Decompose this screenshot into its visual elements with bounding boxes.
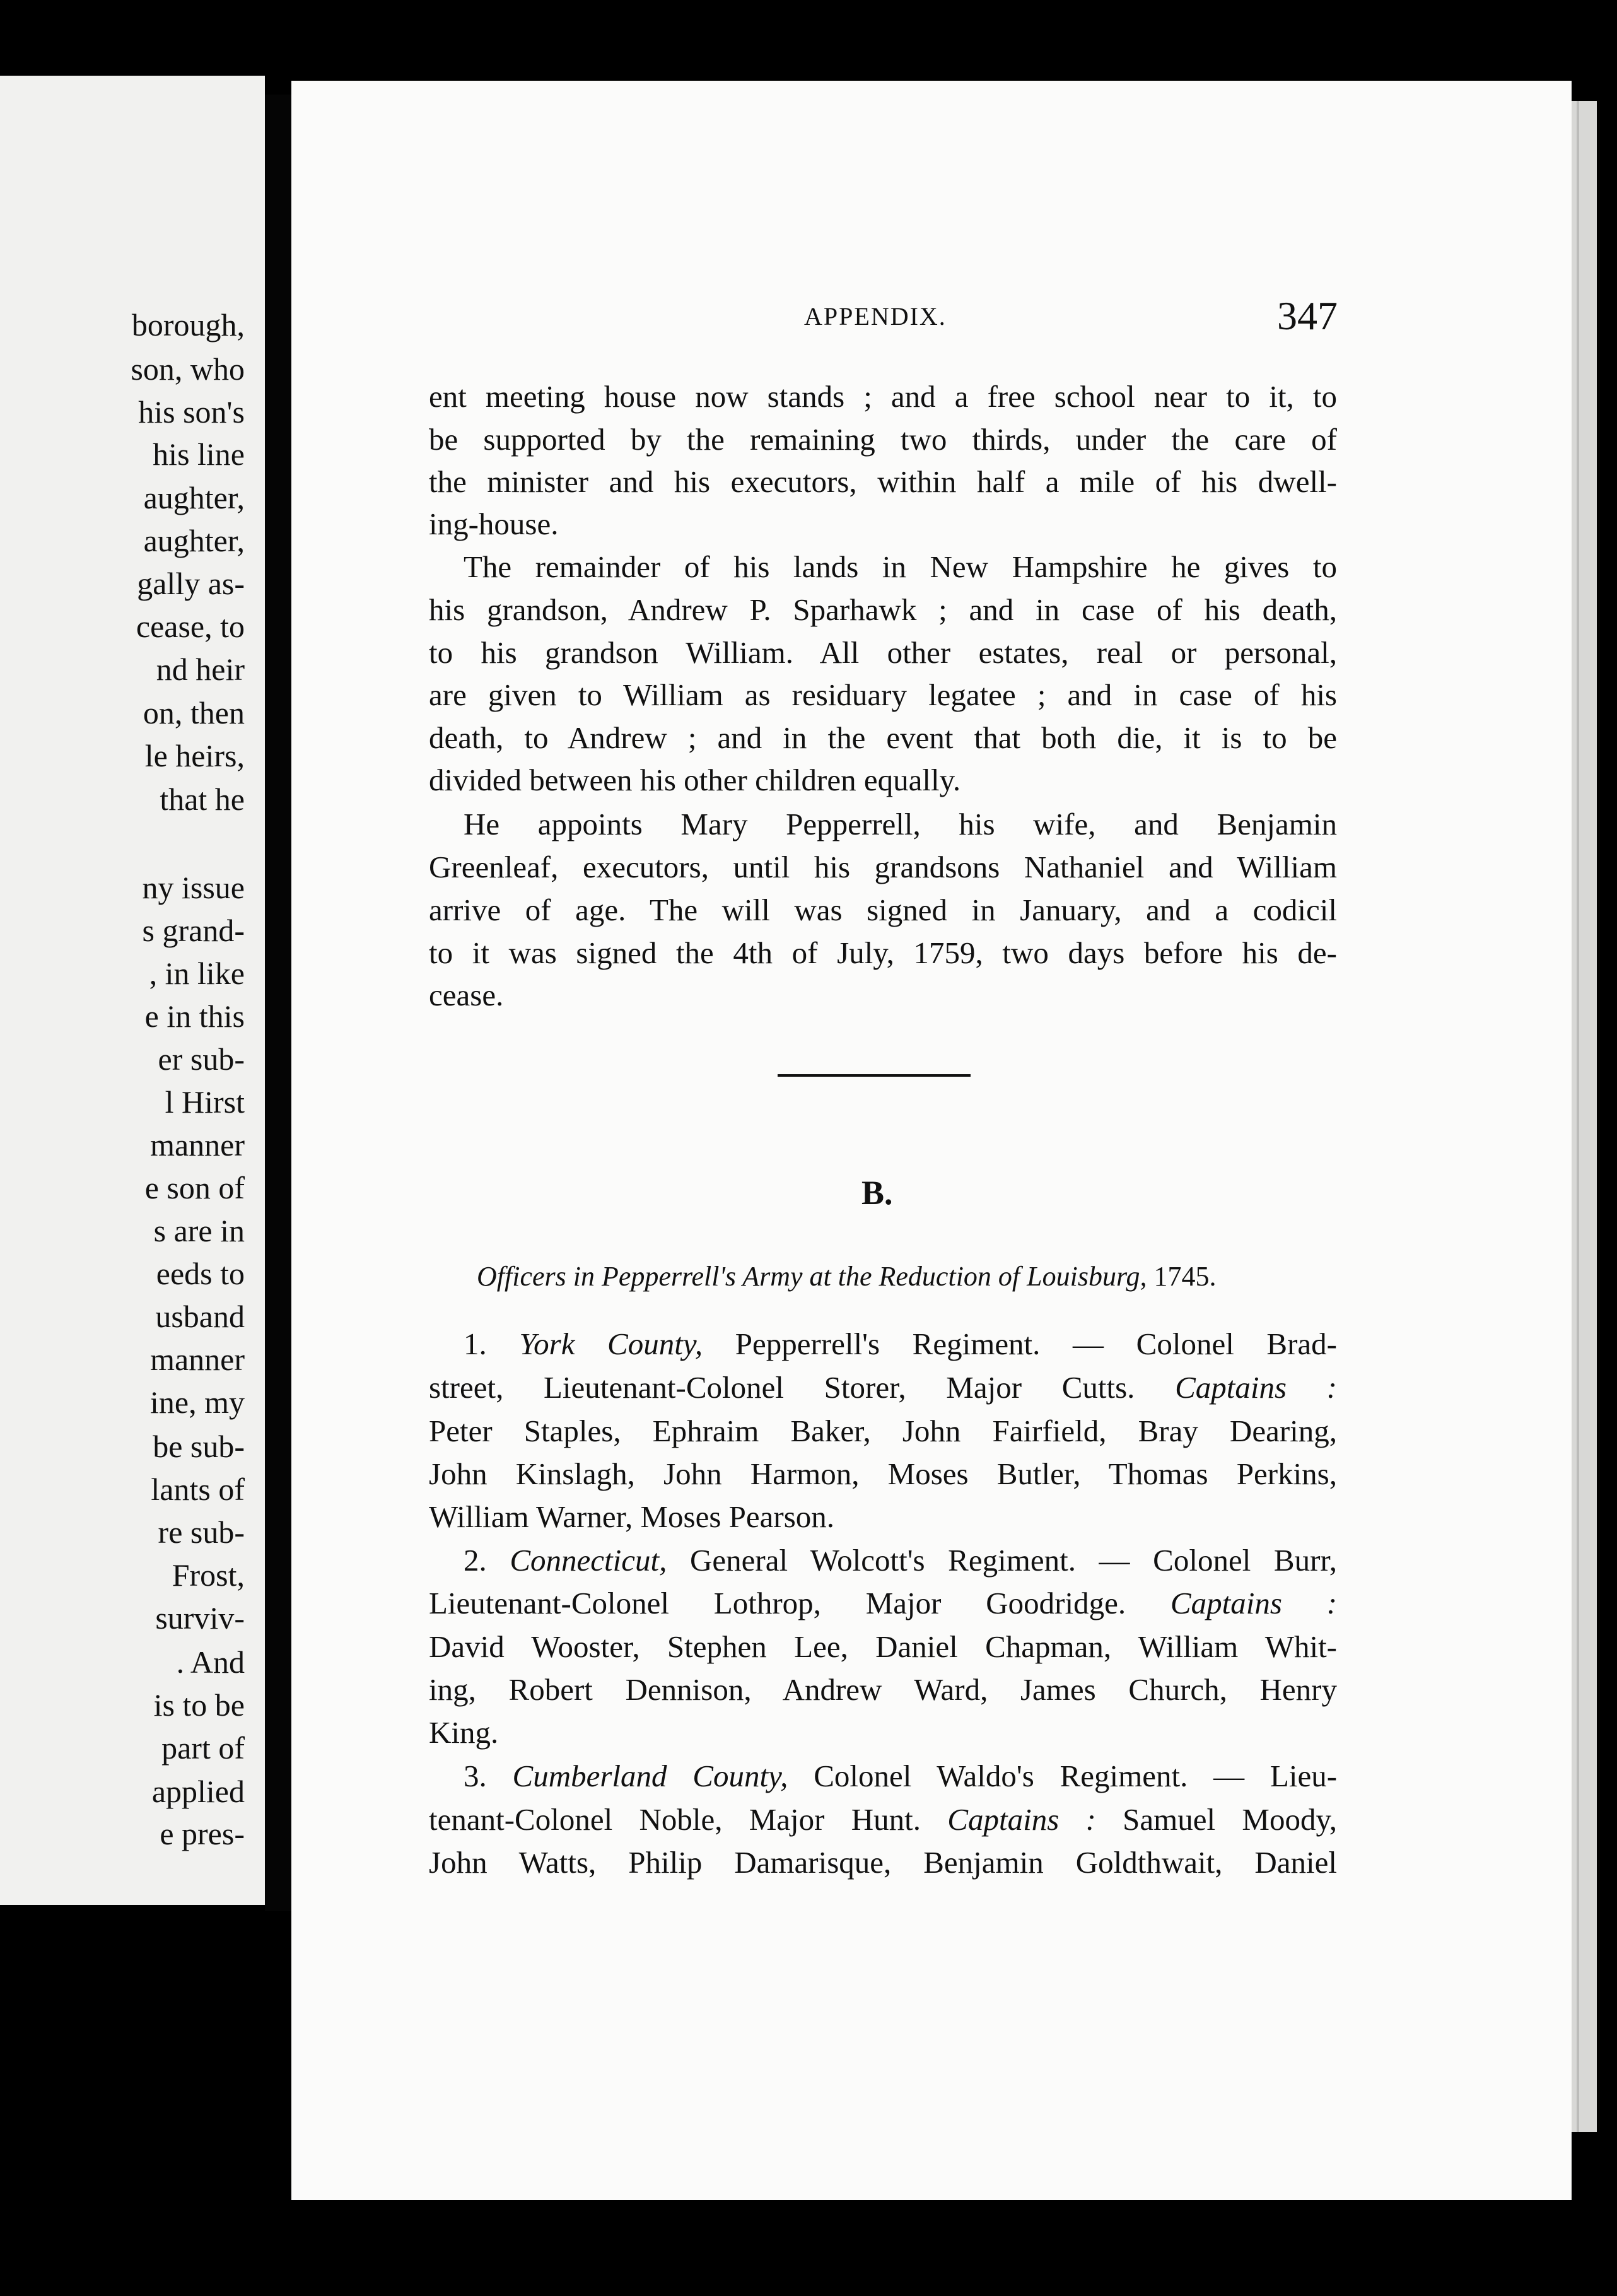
facing-page-line: lants of [151,1472,245,1507]
text-line: cease. [429,978,504,1012]
facing-page-line: er sub- [158,1041,245,1077]
facing-page-line: aughter, [143,480,245,515]
text-line: William Warner, Moses Pearson. [429,1499,835,1534]
item-label-captains: Captains : [1175,1370,1337,1405]
facing-page-line: s grand- [142,913,245,948]
item-label-captains: Captains : [1170,1586,1338,1620]
text-line: ing-house. [429,507,559,541]
text-line: ing, Robert Dennison, Andrew Ward, James Church, Henry [429,1672,1337,1707]
book-gutter [265,95,291,1911]
list-item-line [464,1545,1337,1576]
text-line: John Kinslagh, John Harmon, Moses Butler, Thomas Perkins, [429,1456,1337,1491]
item-text: General Wolcott's Regiment. — Colonel Burr, [690,1543,1338,1578]
running-head: APPENDIX. [804,302,947,331]
text-line: be supported by the remaining two thirds, under the care of [429,422,1337,457]
facing-page-line: manner [150,1127,245,1163]
facing-page-line: l Hirst [165,1084,245,1120]
facing-page-line: , in like [149,956,245,991]
item-text: Colonel Waldo's Regiment. — Lieu- [814,1759,1338,1793]
text-line: his grandson, Andrew P. Sparhawk ; and in case of his death, [429,592,1337,627]
section-title-text: Officers in Pepperrell's Army at the Reduction of Louisburg, [477,1261,1147,1292]
item-number: 1. [464,1327,487,1361]
item-place: York County, [519,1327,703,1361]
facing-page-line: le heirs, [144,738,245,773]
text-line: Greenleaf, executors, until his grandsons Nathaniel and William [429,850,1337,884]
section-title-year: 1745. [1153,1261,1217,1292]
text-line: to his grandson William. All other estates, real or personal, [429,635,1337,670]
text-line: are given to William as residuary legatee ; and in case of his [429,677,1337,712]
list-item-line [464,1760,1337,1791]
text-line: He appoints Mary Pepperrell, his wife, and Benjamin [464,807,1337,841]
text-line: the minister and his executors, within half a mile of his dwell- [429,464,1337,499]
item-label-captains: Captains : [947,1802,1096,1837]
facing-page-line: is to be [153,1687,245,1723]
text-line: ent meeting house now stands ; and a free school near to it, to [429,379,1337,414]
facing-page-line: surviv- [155,1600,245,1636]
list-item-line [464,1328,1337,1359]
facing-page-line: part of [161,1730,245,1766]
facing-page-line: son, who [131,351,245,387]
item-text: Lieutenant-Colonel Lothrop, Major Goodridge. [429,1586,1126,1620]
facing-page-line: ny issue [142,870,245,905]
facing-page-line: his son's [138,394,245,430]
facing-page-line: usband [155,1299,245,1334]
facing-page-line: his line [153,436,245,472]
page-edge [1572,101,1597,2132]
facing-page-line: eeds to [156,1256,245,1291]
facing-page-line: on, then [143,695,245,730]
list-item-line [429,1804,1337,1835]
appendix-section-letter: B. [861,1174,893,1212]
facing-page-line: ine, my [150,1385,245,1420]
facing-page-line: borough, [131,307,245,343]
text-line: to it was signed the 4th of July, 1759, two days before his de- [429,935,1337,970]
item-place: Cumberland County, [512,1759,788,1793]
item-text: Samuel Moody, [1123,1802,1338,1837]
item-text: tenant-Colonel Noble, Major Hunt. [429,1802,921,1837]
facing-page-line: e pres- [160,1816,245,1851]
facing-page-line: manner [150,1342,245,1377]
list-item-line [429,1372,1337,1403]
facing-page-line: nd heir [156,652,245,687]
text-line: divided between his other children equally. [429,763,961,797]
facing-page-line: . And [176,1644,245,1680]
facing-page-line: s are in [153,1213,245,1248]
item-text: street, Lieutenant-Colonel Storer, Major Cutts. [429,1370,1135,1405]
facing-page-line: re sub- [158,1514,245,1550]
facing-page-line: applied [151,1774,245,1809]
text-line: Peter Staples, Ephraim Baker, John Fairfield, Bray Dearing, [429,1414,1337,1448]
list-item-line [429,1588,1337,1619]
text-line: The remainder of his lands in New Hampshire he gives to [464,549,1337,584]
facing-page-line: cease, to [136,609,245,644]
facing-page-line: e in this [144,999,245,1034]
page-number: 347 [1277,293,1338,338]
facing-page-line: be sub- [153,1429,245,1464]
facing-page-line: gally as- [137,566,245,601]
item-number: 3. [464,1759,487,1793]
section-title [477,1260,1216,1292]
text-line: death, to Andrew ; and in the event that both die, it is to be [429,720,1337,755]
section-divider [778,1074,971,1077]
facing-page-line: that he [160,782,245,817]
facing-page-line: aughter, [143,523,245,558]
item-number: 2. [464,1543,487,1578]
text-line: David Wooster, Stephen Lee, Daniel Chapman, William Whit- [429,1629,1337,1664]
text-line: arrive of age. The will was signed in January, and a codicil [429,893,1337,927]
facing-page-line: e son of [144,1170,245,1205]
text-line: King. [429,1715,499,1750]
facing-page [0,76,265,1905]
facing-page-line: Frost, [172,1557,245,1593]
text-line: John Watts, Philip Damarisque, Benjamin Goldthwait, Daniel [429,1845,1337,1880]
item-text: Pepperrell's Regiment. — Colonel Brad- [735,1327,1337,1361]
item-place: Connecticut, [510,1543,667,1578]
